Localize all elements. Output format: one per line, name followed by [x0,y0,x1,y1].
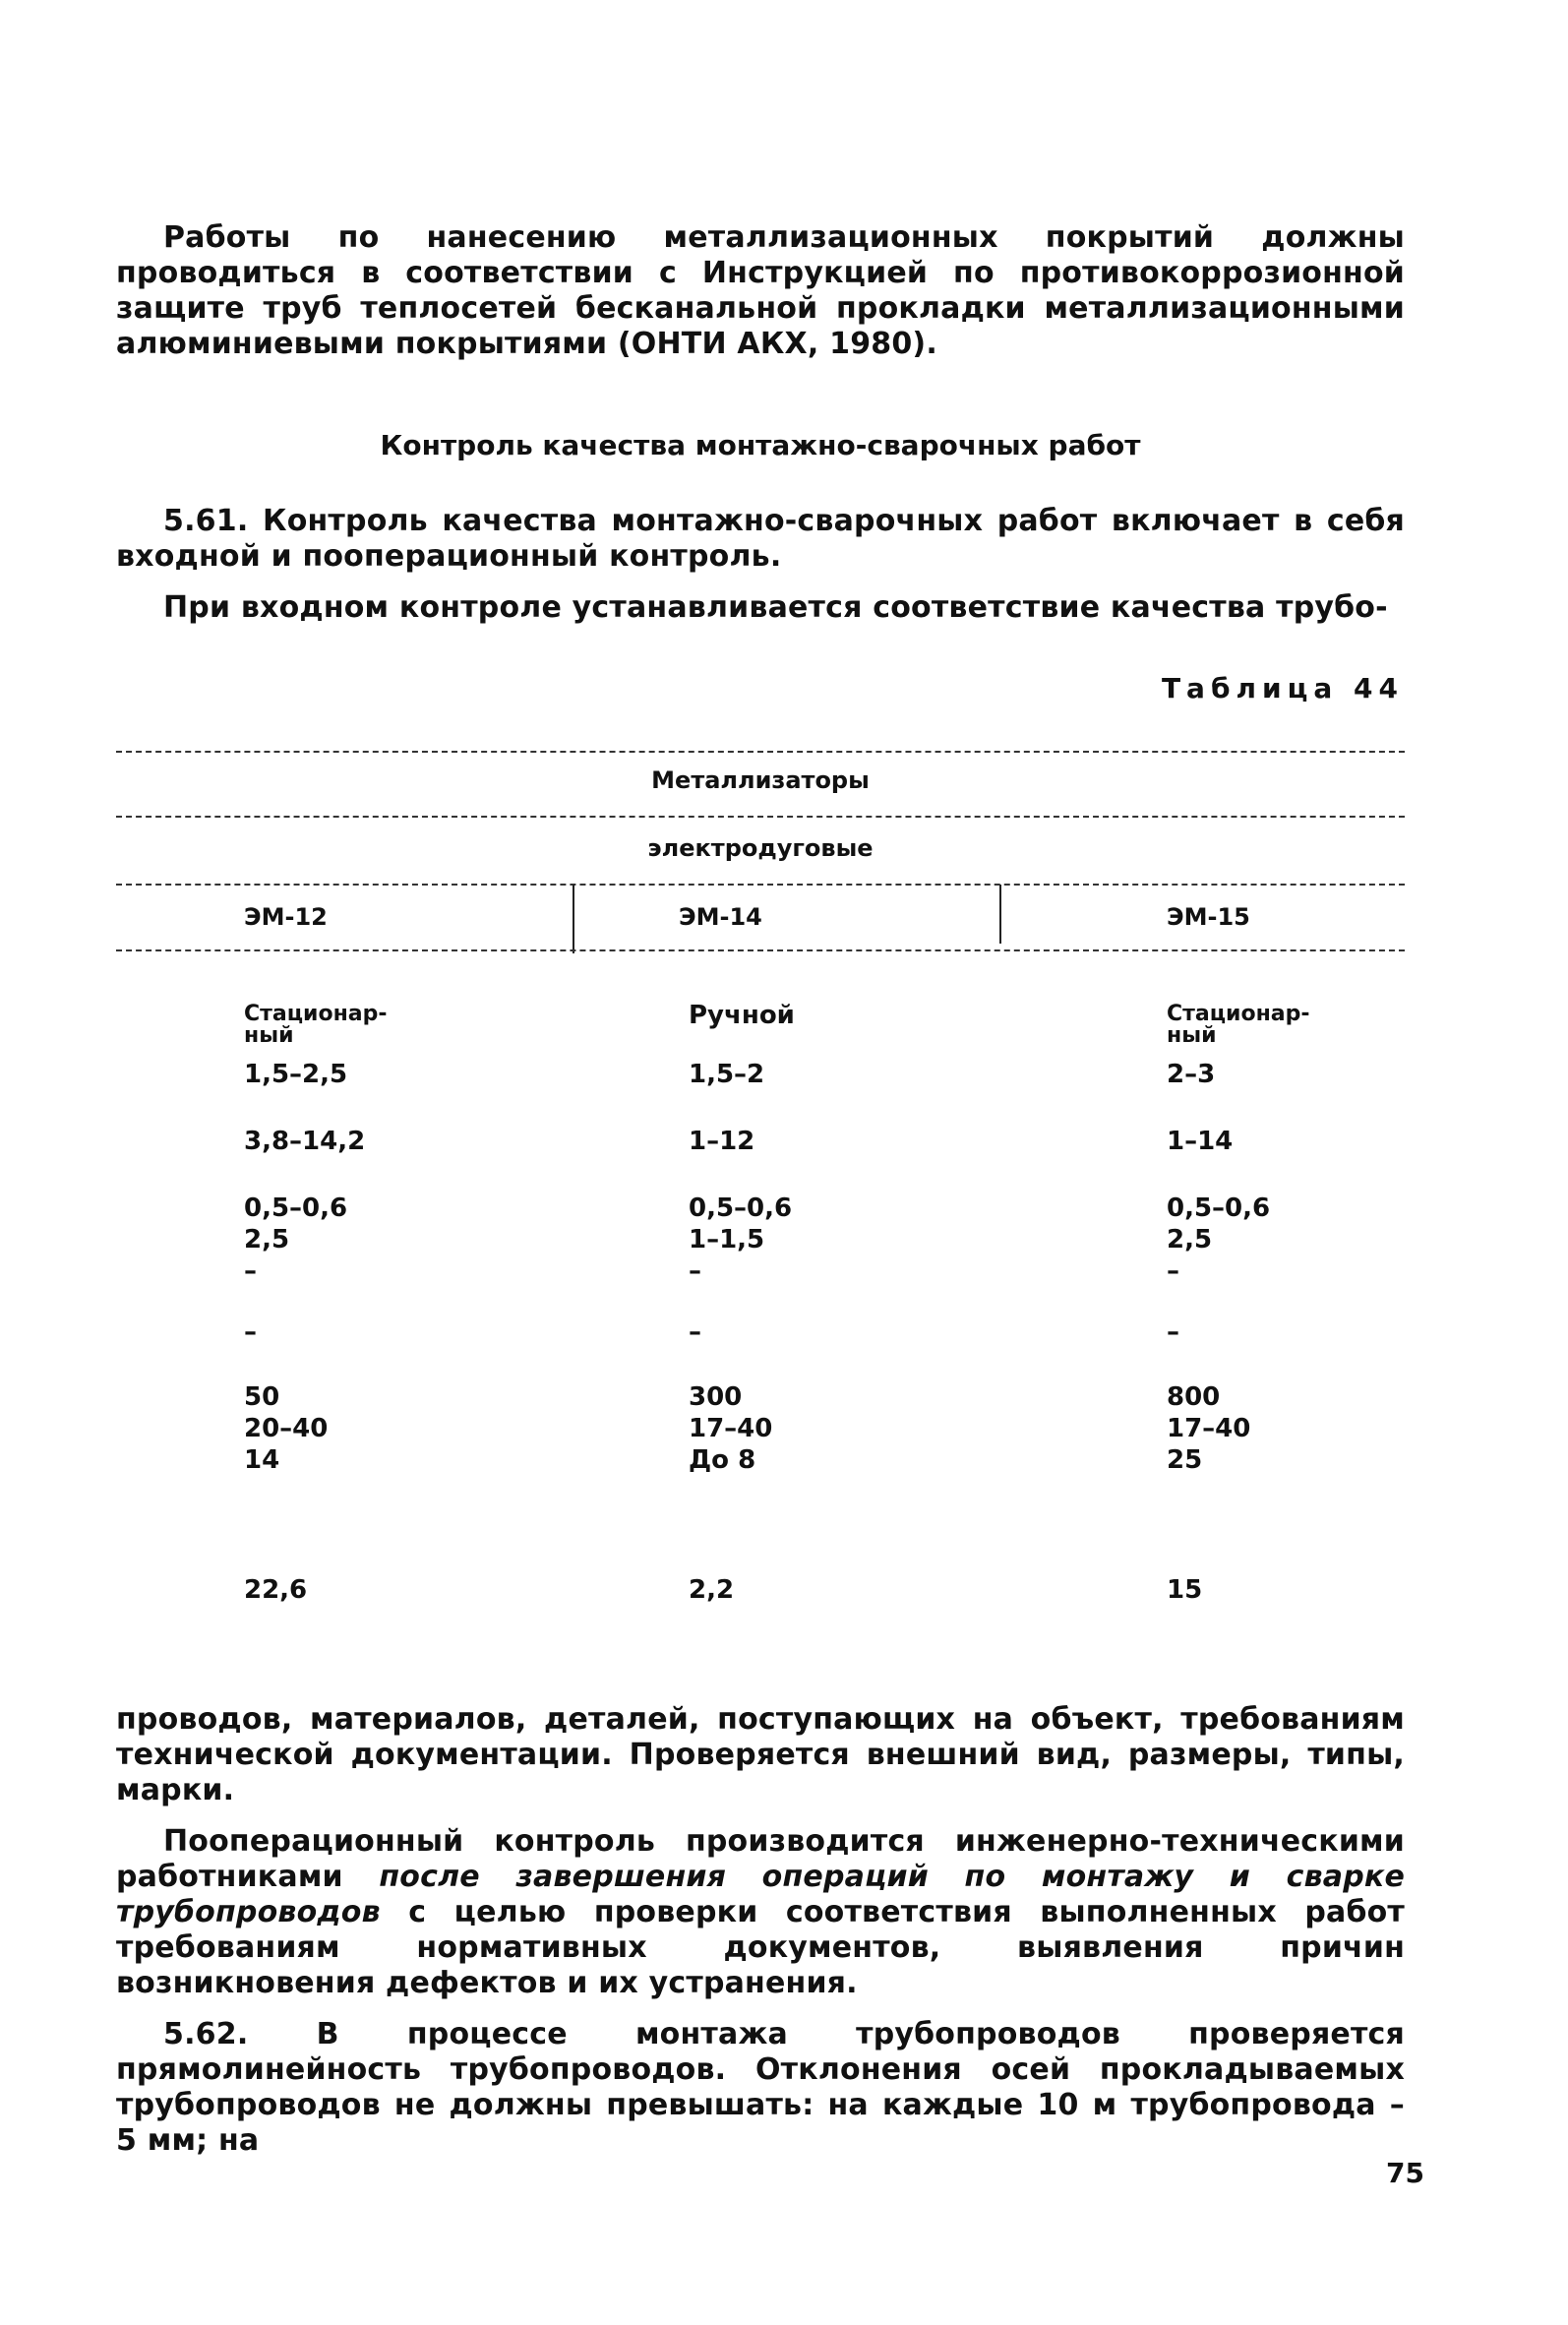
paragraph-text: Пооперационный контроль производится инженерно-техническими работниками [116,1824,1405,1894]
paragraph-text: В процессе монтажа трубопроводов проверяется прямолинейность трубопроводов. Отклонения осей прокладываемых трубопроводов не должны превышать: на каждые 10 м трубопровода – 5 мм; на [116,2017,1405,2158]
table-cell: Ручной [689,1001,795,1030]
table-cell: 1,5–2 [689,1060,765,1089]
table-cell: 22,6 [244,1575,308,1605]
paragraph-text: Контроль качества монтажно-сварочных работ включает в себя входной и пооперационный контроль. [116,504,1405,574]
table-cell: 1,5–2,5 [244,1060,348,1089]
header-subgroup: электродуговые [647,834,874,862]
table-cell: 15 [1167,1575,1203,1605]
column-header-em15: ЭМ-15 [1167,903,1250,931]
table-cell: Стационар- ный [1167,1002,1310,1048]
intro-paragraph: Работы по нанесению металлизационных покрытий должны проводиться в соответствии с Инструкцией по противокоррозионной защите труб теплосетей бесканальной прокладки металлизационными алюминиевыми покрытиями (ОНТИ АКХ, 1980). [116,220,1405,361]
page-number: 75 [1386,2157,1424,2189]
table-rule [116,949,1405,951]
column-divider [999,885,1001,944]
table-cell: 50 20–40 14 [244,1382,329,1475]
paragraph-5-61 [116,504,1405,575]
column-header-em12: ЭМ-12 [244,903,328,931]
table-cell: 0,5–0,6 2,5 – [244,1193,348,1286]
table-cell: – [1167,1317,1179,1347]
table-cell: Стационар- ный [244,1002,388,1048]
table-cell: 0,5–0,6 1–1,5 – [689,1193,793,1286]
table-caption: Таблица 44 [1161,672,1404,704]
table-cell: 2,2 [689,1575,735,1605]
paragraph-5-62 [116,2017,1405,2159]
table-cell: – [244,1317,257,1347]
table-cell: 2–3 [1167,1060,1216,1089]
paragraph-operational-control [116,1824,1405,2001]
paragraph-italic-text: после завершения операций по монтажу и сварке трубопроводов [116,1860,1405,1929]
table-rule [116,751,1405,753]
table-cell: 0,5–0,6 2,5 – [1167,1193,1271,1286]
table-cell: – [689,1317,701,1347]
column-header-em14: ЭМ-14 [679,903,762,931]
table-cell: 800 17–40 25 [1167,1382,1251,1475]
table-rule [116,884,1405,886]
paragraph-number: 5.61. [163,504,249,538]
paragraph-input-control-end: проводов, материалов, деталей, поступающих на объект, требованиям технической документации. Проверяется внешний вид, размеры, типы, марки. [116,1702,1405,1807]
section-heading: Контроль качества монтажно-сварочных работ [380,429,1141,461]
paragraph-number: 5.62. [163,2017,249,2051]
column-divider [573,885,574,953]
table-cell: 1–12 [689,1127,755,1156]
header-group: Металлизаторы [651,766,870,794]
paragraph-text: с целью проверки соответствия выполненных работ требованиям нормативных документов, выявления причин возникновения дефектов и их устранения. [116,1895,1405,2000]
table-cell: 300 17–40 До 8 [689,1382,773,1475]
paragraph-input-control-start: При входном контроле устанавливается соответствие качества трубо- [163,590,1388,625]
table-rule [116,816,1405,818]
table-cell: 1–14 [1167,1127,1234,1156]
table-cell: 3,8–14,2 [244,1127,366,1156]
